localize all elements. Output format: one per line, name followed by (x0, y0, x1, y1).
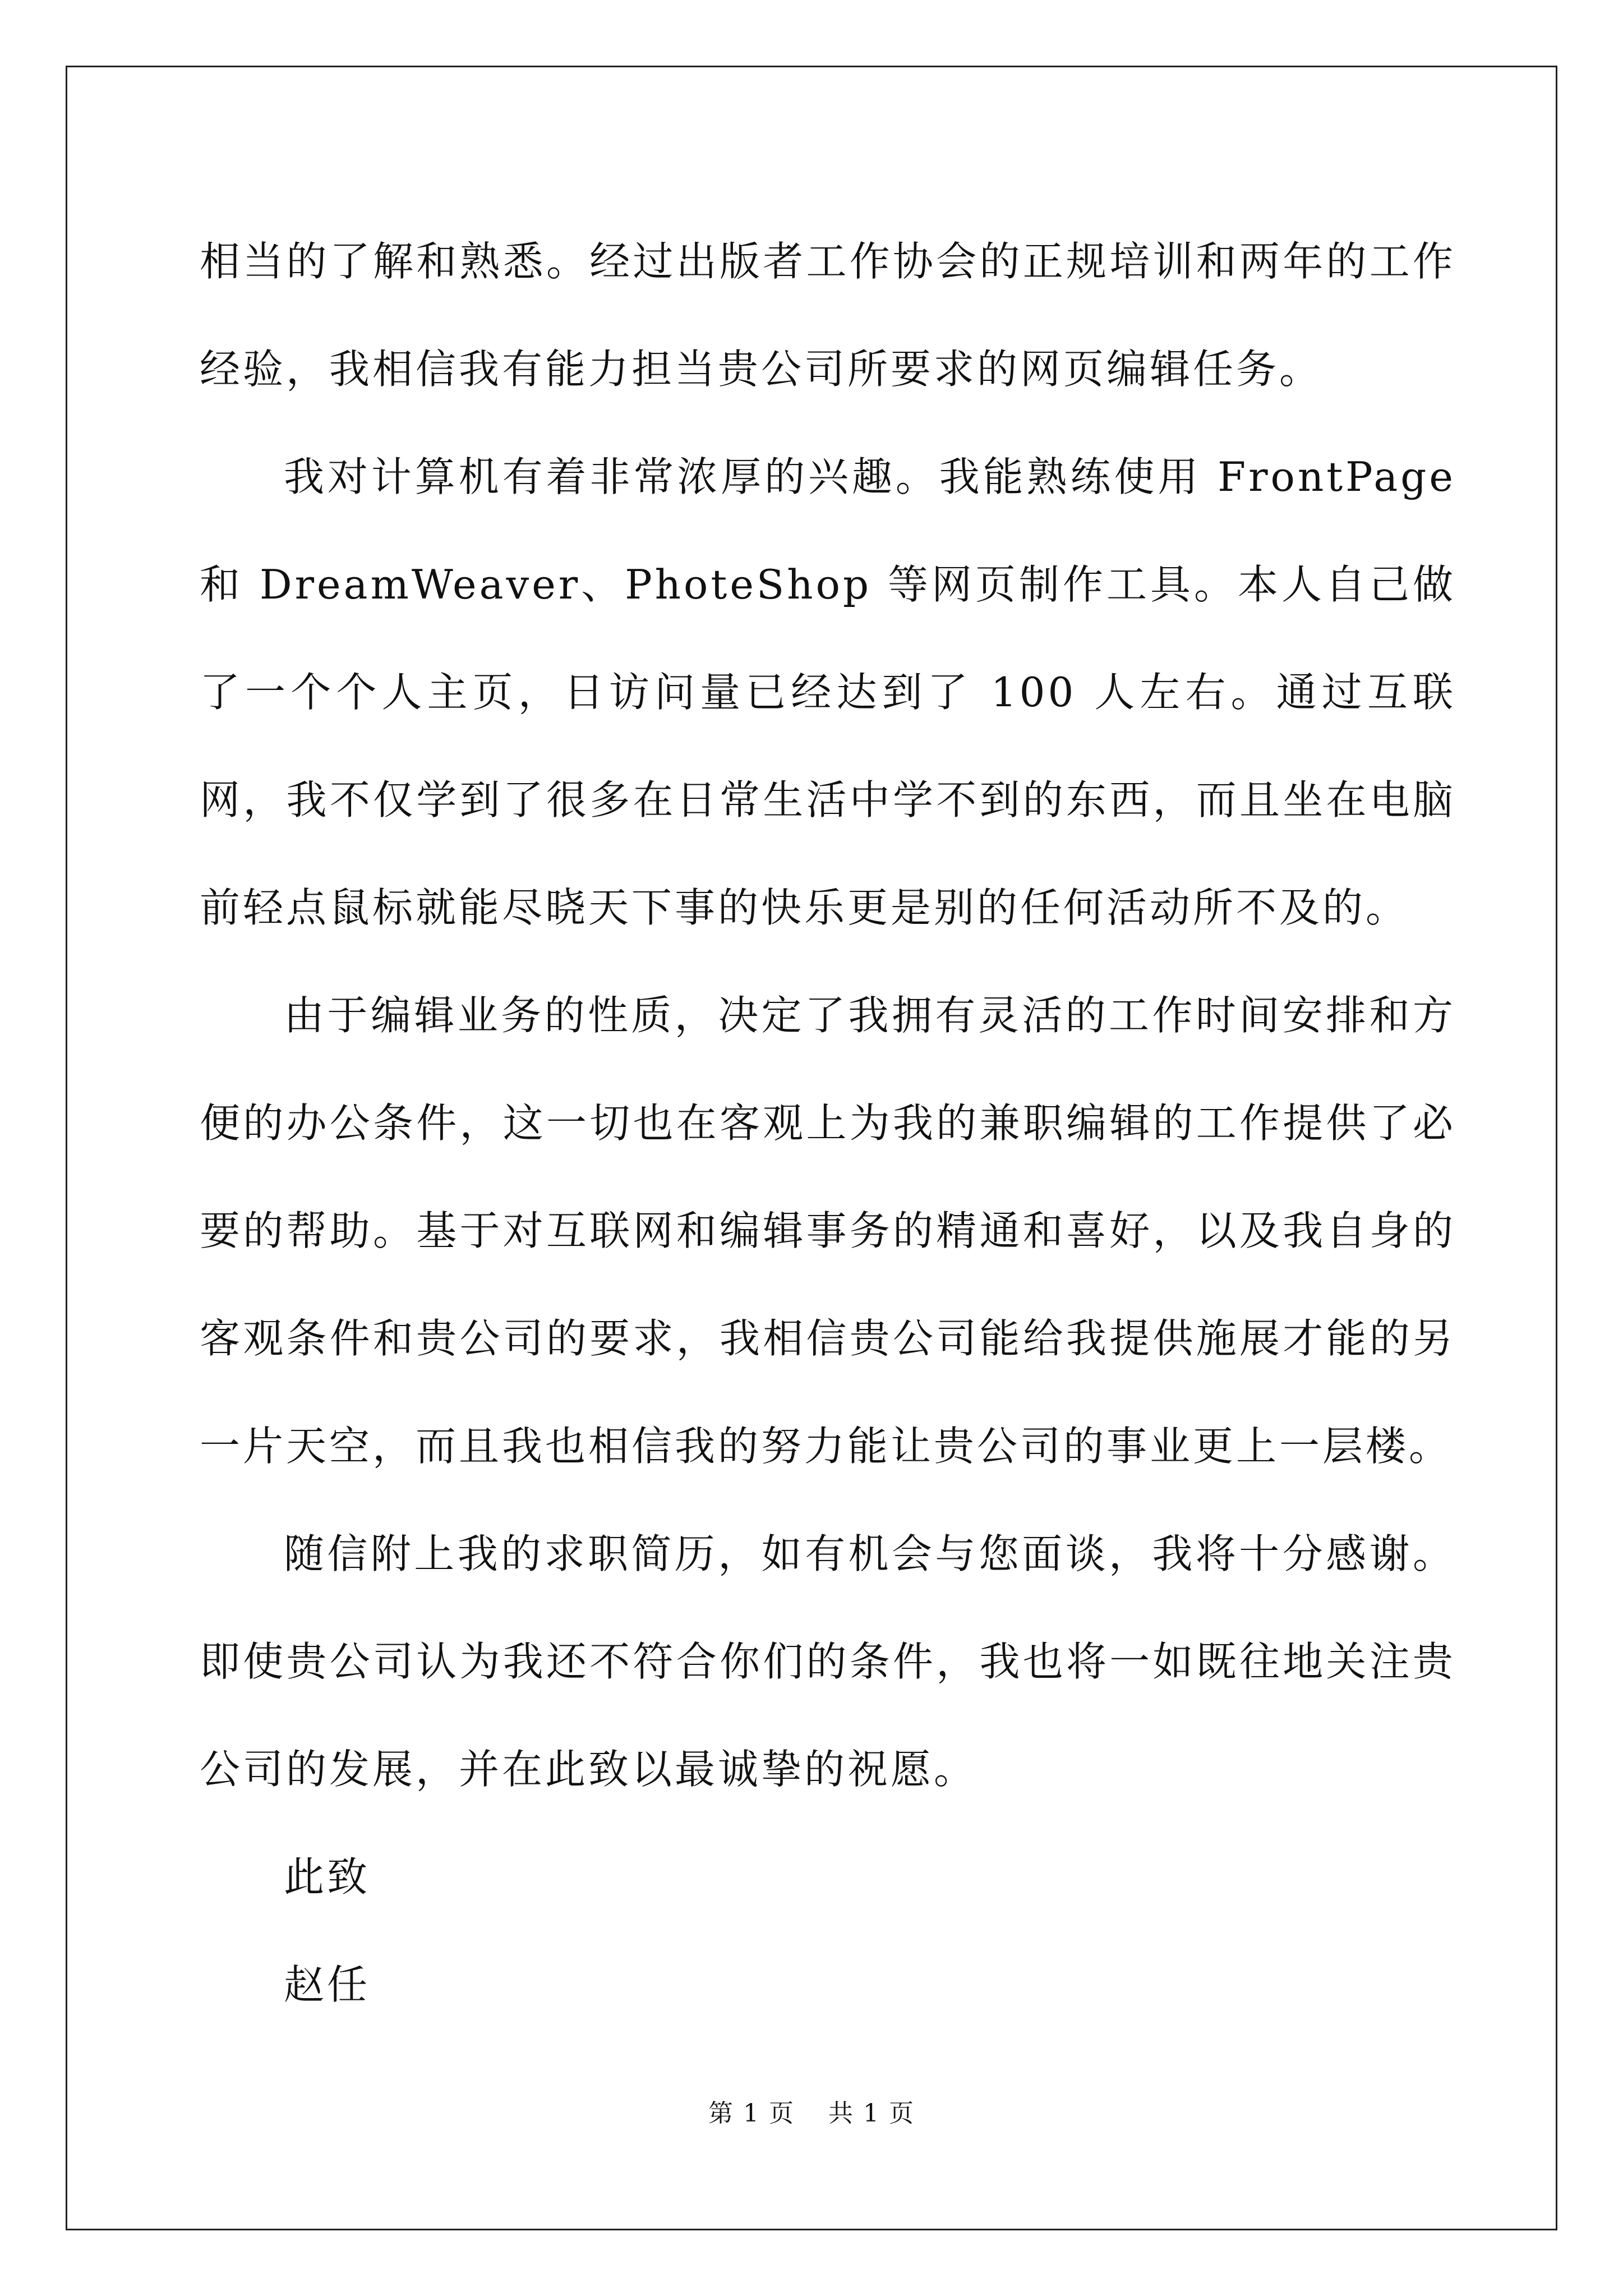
page-footer (0, 2097, 1623, 2131)
paragraph: 由于编辑业务的性质，决定了我拥有灵活的工作时间安排和方便的办公条件，这一切也在客观上为我的兼职编辑的工作提供了必要的帮助。基于对互联网和编辑事务的精通和喜好，以及我自身的客观条件和贵公司的要求，我相信贵公司能给我提供施展才能的另一片天空，而且我也相信我的努力能让贵公司的事业更上一层楼。 (200, 992, 1456, 1470)
signature: 赵任 (284, 1961, 371, 2008)
closing-salutation: 此致 (284, 1853, 371, 1901)
paragraph: 我对计算机有着非常浓厚的兴趣。我能熟练使用 FrontPage 和 DreamWeaver、PhoteShop 等网页制作工具。本人自己做了一个个人主页，日访问量已经达到了 100 人左右。通过互联网，我不仅学到了很多在日常生活中学不到的东西，而且坐在电脑前轻点鼠标就能尽晓天下事的快乐更是别的任何活动所不及的。 (200, 453, 1456, 931)
page-number: 第 1 页 (708, 2099, 795, 2128)
letter-body (200, 208, 1456, 2039)
page-total: 共 1 页 (828, 2099, 915, 2128)
paragraph: 随信附上我的求职简历，如有机会与您面谈，我将十分感谢。即使贵公司认为我还不符合你们的条件，我也将一如既往地关注贵公司的发展，并在此致以最诚挚的祝愿。 (200, 1530, 1456, 1793)
paragraph: 相当的了解和熟悉。经过出版者工作协会的正规培训和两年的工作经验，我相信我有能力担当贵公司所要求的网页编辑任务。 (200, 238, 1456, 393)
